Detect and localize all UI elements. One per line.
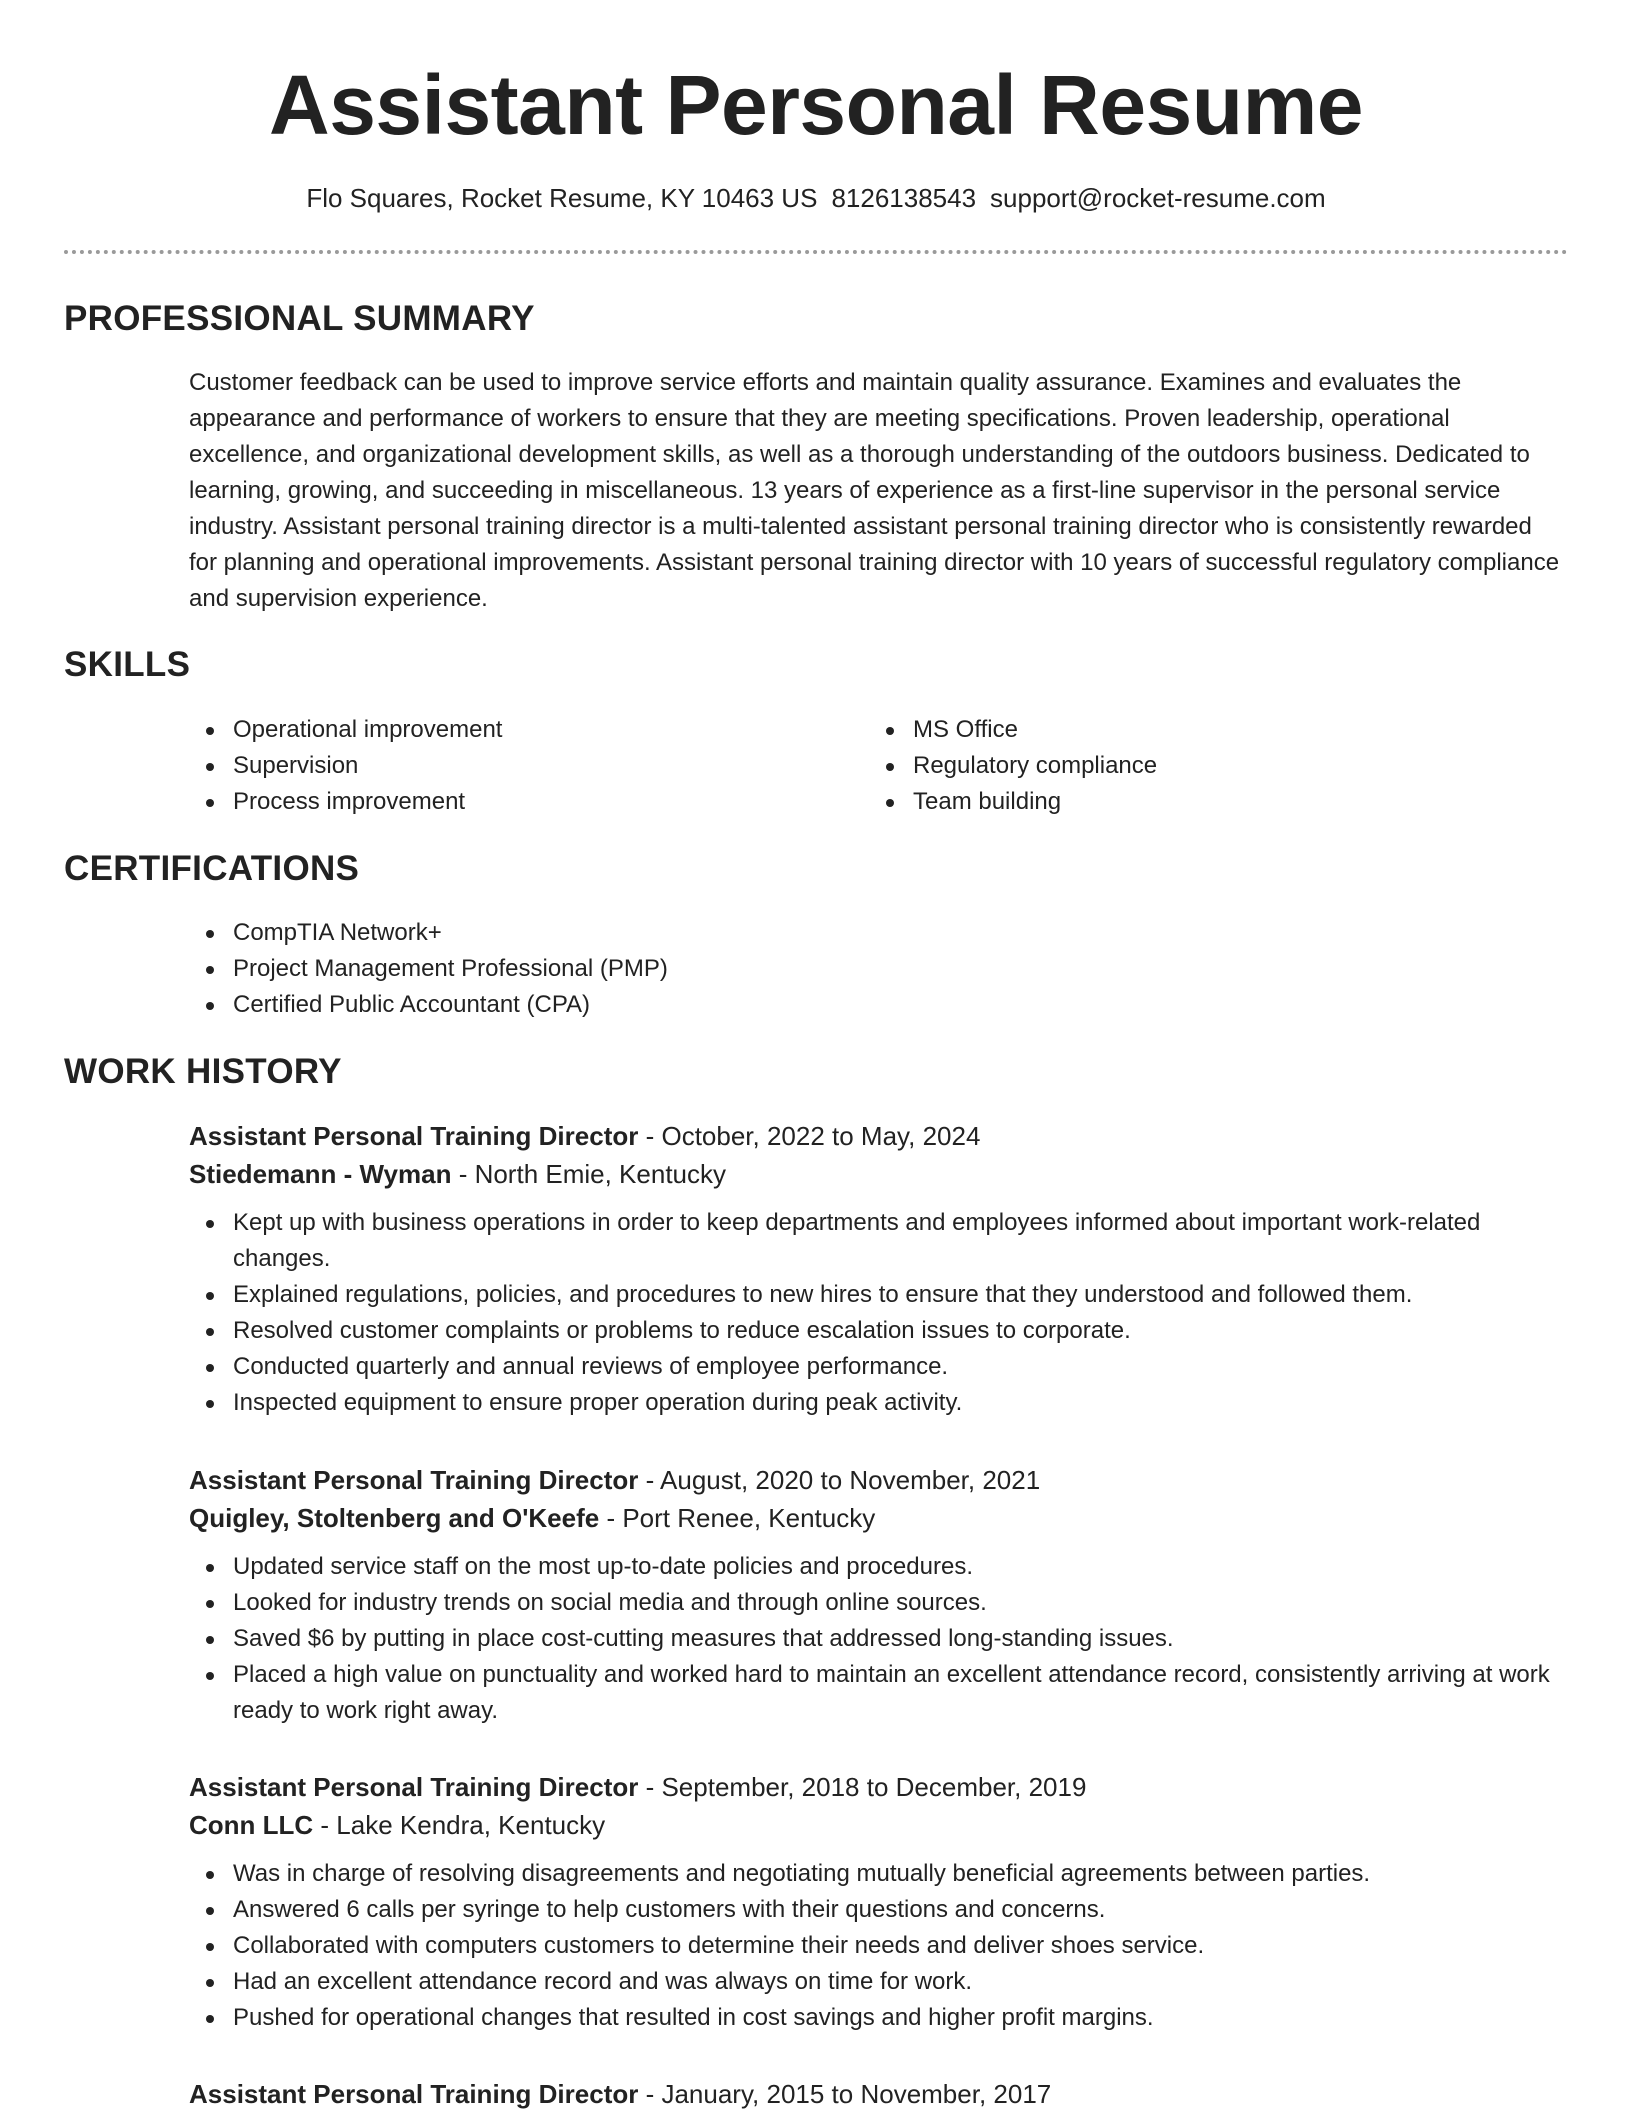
certification-item: Project Management Professional (PMP): [189, 951, 1089, 987]
certification-item: CompTIA Network+: [189, 915, 1089, 951]
job-location: - Port Renee, Kentucky: [599, 1503, 876, 1533]
job-bullet: Had an excellent attendance record and was always on time for work.: [189, 1964, 1569, 2000]
job-title: Assistant Personal Training Director: [189, 1465, 639, 1495]
job-company-line: [189, 1155, 1569, 1193]
job-bullet: Updated service staff on the most up-to-date policies and procedures.: [189, 1549, 1569, 1585]
header-divider: [64, 250, 1568, 254]
job-title: Assistant Personal Training Director: [189, 2079, 639, 2109]
contact-line: [0, 180, 1632, 216]
certification-item: Certified Public Accountant (CPA): [189, 987, 1089, 1023]
section-heading-work-history: WORK HISTORY: [64, 1052, 342, 1091]
skill-item: Team building: [869, 784, 1509, 820]
job-entry: [189, 1117, 1569, 1421]
job-company: Quigley, Stoltenberg and O'Keefe: [189, 1503, 600, 1533]
job-bullet: Inspected equipment to ensure proper operation during peak activity.: [189, 1385, 1569, 1421]
job-bullet: Collaborated with computers customers to determine their needs and deliver shoes service.: [189, 1928, 1569, 1964]
skill-item: Process improvement: [189, 784, 829, 820]
job-company-line: [189, 1499, 1569, 1537]
job-location: - North Emie, Kentucky: [451, 1159, 727, 1189]
resume-title: Assistant Personal Resume: [269, 58, 1363, 152]
skill-item: Operational improvement: [189, 712, 829, 748]
certifications-list: [189, 915, 1089, 1023]
job-title-line: [189, 2075, 1569, 2113]
job-title: Assistant Personal Training Director: [189, 1772, 639, 1802]
skill-item: Supervision: [189, 748, 829, 784]
job-bullet: Placed a high value on punctuality and worked hard to maintain an excellent attendance record, consistently arriving at work ready to work right away.: [189, 1657, 1569, 1729]
job-bullet: Kept up with business operations in order to keep departments and employees informed about important work-related changes.: [189, 1205, 1569, 1277]
contact-phone: 8126138543: [831, 183, 977, 213]
job-bullet: Conducted quarterly and annual reviews of employee performance.: [189, 1349, 1569, 1385]
job-dates: - August, 2020 to November, 2021: [638, 1465, 1041, 1495]
summary-text: Customer feedback can be used to improve service efforts and maintain quality assurance. Examines and evaluates the appearance and performance of workers to ensure that they are meeting specifications. Proven leadership, operational excellence, and organizational development skills, as well as a thorough understanding of the outdoors business. Dedicated to learning, growing, and succeeding in miscellaneous. 13 years of experience as a first-line supervisor in the personal service industry. Assistant personal training director is a multi-talented assistant personal training director who is consistently rewarded for planning and operational improvements. Assistant personal training director with 10 years of successful regulatory compliance and supervision experience.: [189, 369, 1560, 612]
job-bullet: Pushed for operational changes that resulted in cost savings and higher profit margins.: [189, 2000, 1569, 2036]
job-title: Assistant Personal Training Director: [189, 1121, 639, 1151]
section-heading-summary: PROFESSIONAL SUMMARY: [64, 299, 535, 338]
job-dates: - January, 2015 to November, 2017: [638, 2079, 1052, 2109]
job-bullet: Resolved customer complaints or problems to reduce escalation issues to corporate.: [189, 1313, 1569, 1349]
skills-column-right: [869, 712, 1509, 820]
job-title-line: [189, 1461, 1569, 1499]
job-company: Conn LLC: [189, 1810, 314, 1840]
job-bullet: Was in charge of resolving disagreements and negotiating mutually beneficial agreements between parties.: [189, 1856, 1569, 1892]
job-bullet: Looked for industry trends on social media and through online sources.: [189, 1585, 1569, 1621]
job-company-line: [189, 1806, 1569, 1844]
job-title-line: [189, 1768, 1569, 1806]
job-dates: - September, 2018 to December, 2019: [638, 1772, 1087, 1802]
job-location: - Lake Kendra, Kentucky: [313, 1810, 606, 1840]
job-bullet: Saved $6 by putting in place cost-cutting measures that addressed long-standing issues.: [189, 1621, 1569, 1657]
section-heading-certifications: CERTIFICATIONS: [64, 849, 360, 888]
skill-item: MS Office: [869, 712, 1509, 748]
job-bullet: Explained regulations, policies, and procedures to new hires to ensure that they understood and followed them.: [189, 1277, 1569, 1313]
job-entry: [189, 1461, 1569, 1729]
skill-item: Regulatory compliance: [869, 748, 1509, 784]
job-entry: [189, 1768, 1569, 2036]
contact-email[interactable]: support@rocket-resume.com: [990, 183, 1326, 213]
contact-address: Flo Squares, Rocket Resume, KY 10463 US: [306, 183, 818, 213]
job-company: Stiedemann - Wyman: [189, 1159, 452, 1189]
job-entry: [189, 2075, 1569, 2113]
job-dates: - October, 2022 to May, 2024: [638, 1121, 981, 1151]
section-heading-skills: SKILLS: [64, 645, 191, 684]
job-bullet: Answered 6 calls per syringe to help customers with their questions and concerns.: [189, 1892, 1569, 1928]
skills-column-left: [189, 712, 829, 820]
job-title-line: [189, 1117, 1569, 1155]
